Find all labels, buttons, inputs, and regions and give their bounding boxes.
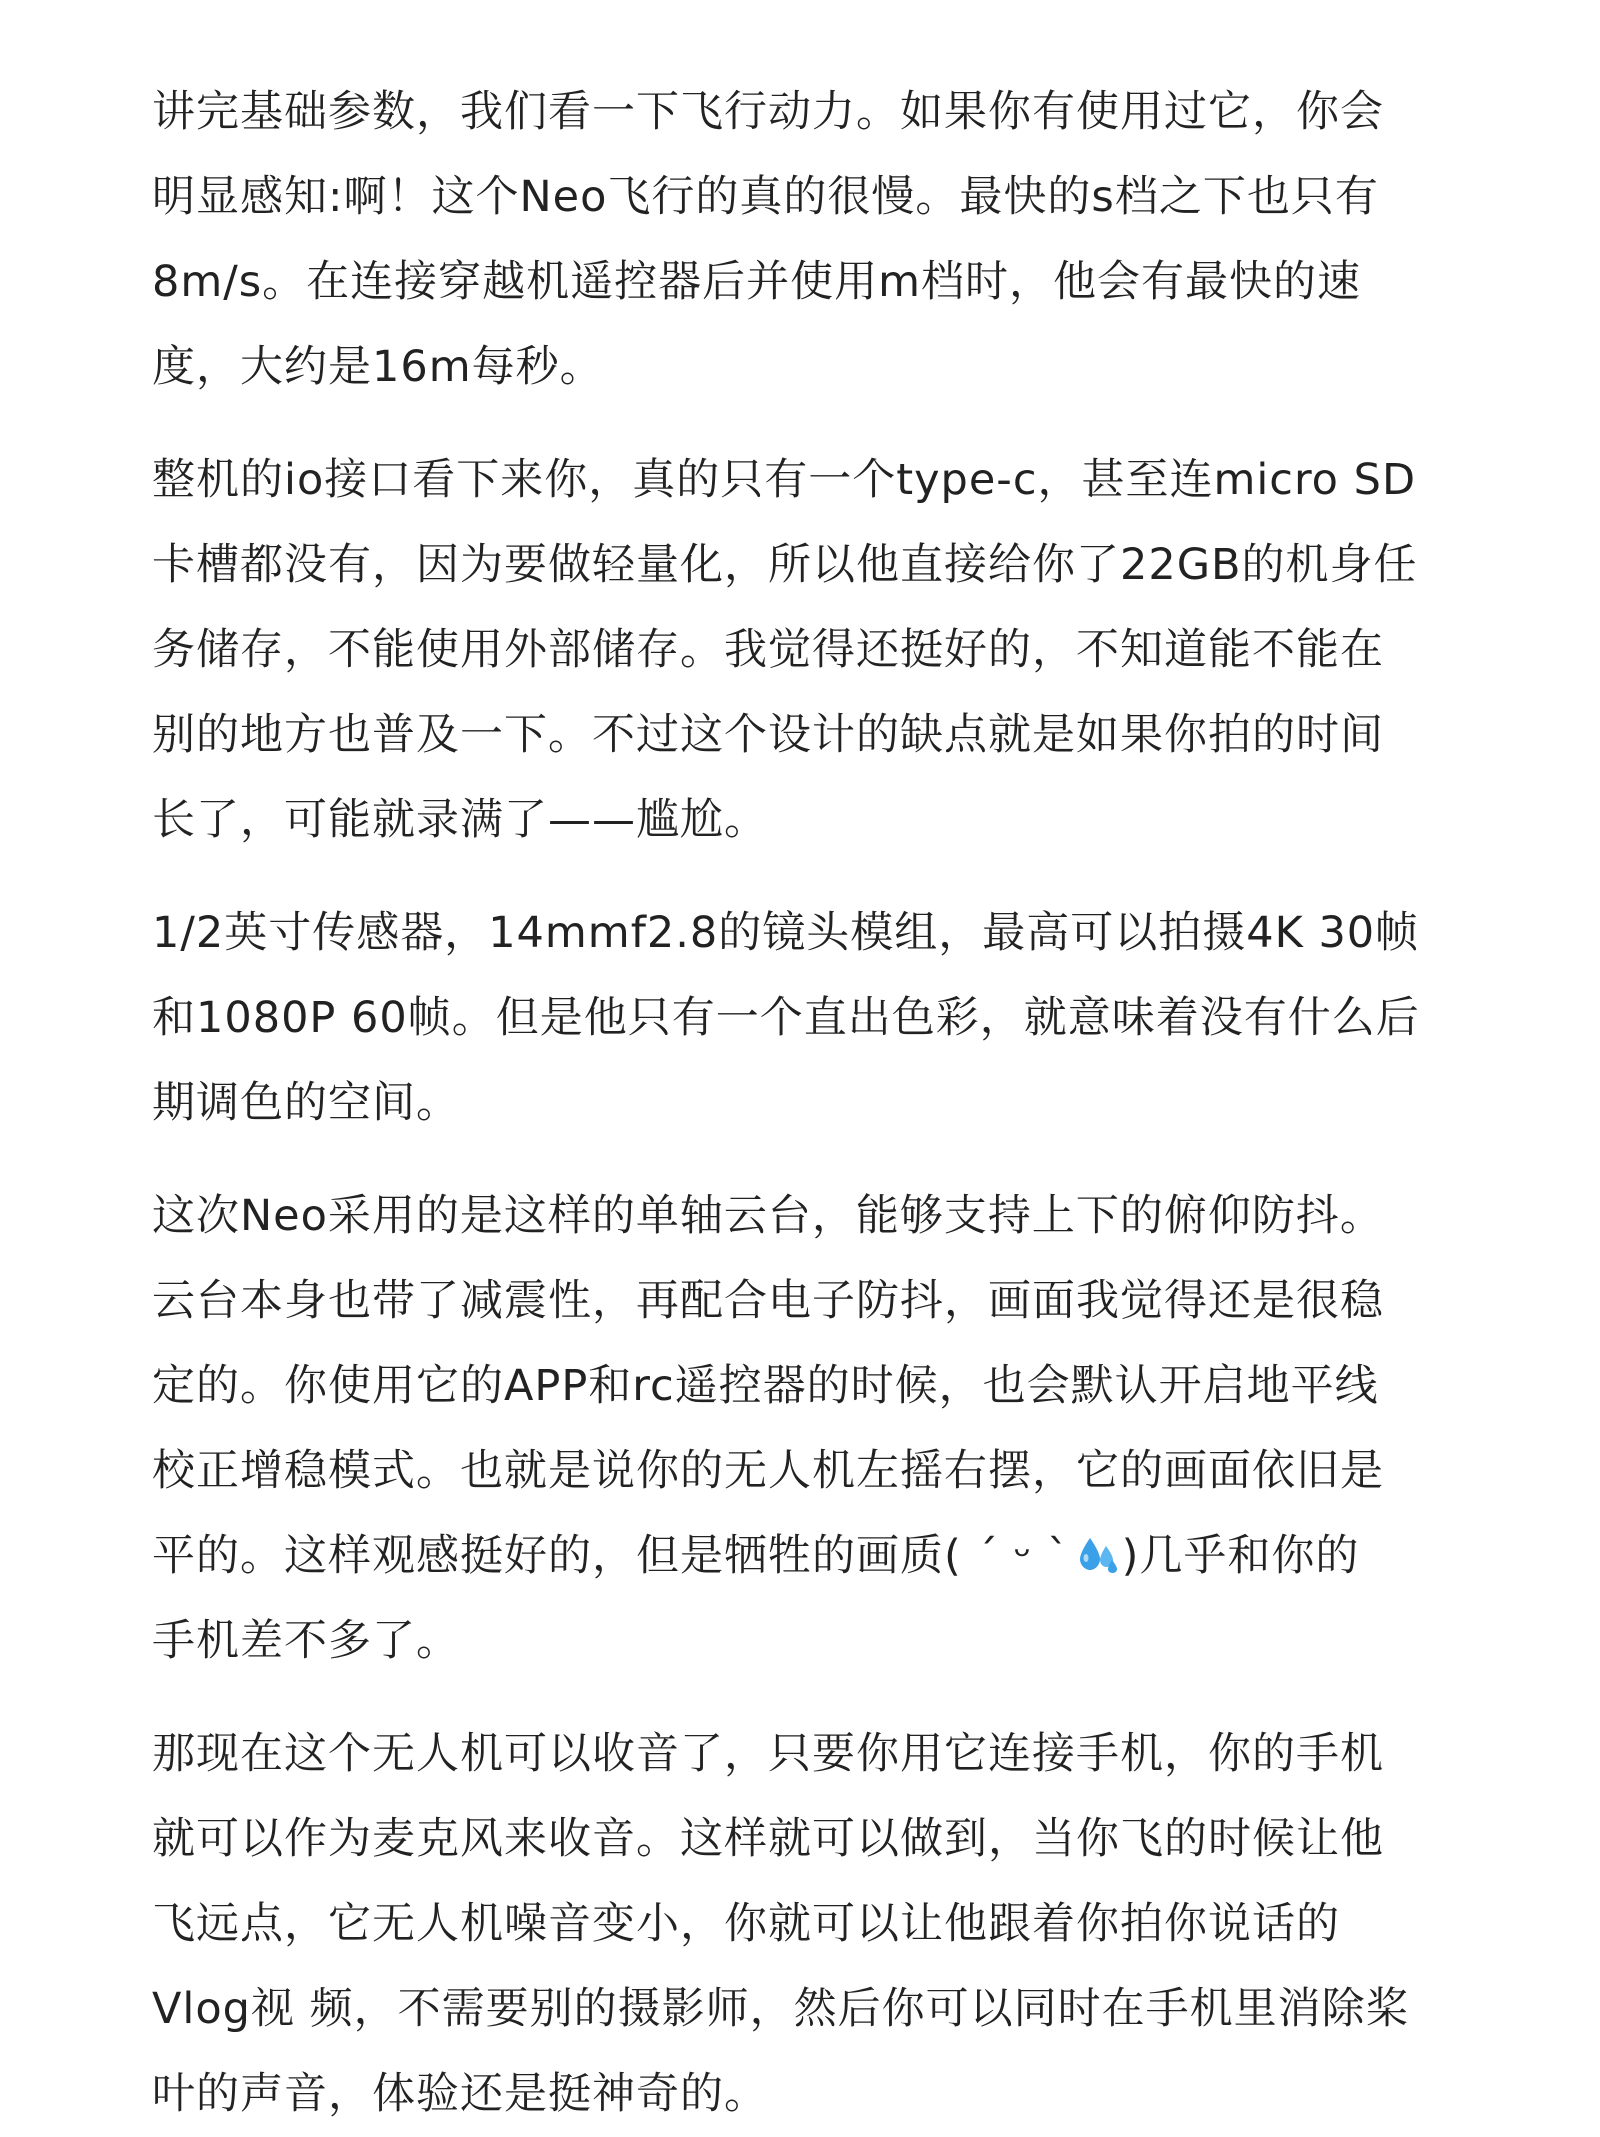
text-line: Vlog视 频，不需要别的摄影师，然后你可以同时在手机里消除桨: [152, 1984, 1410, 2034]
sweat-droplets-icon: [1076, 1520, 1120, 1564]
text-line: 别的地方也普及一下。不过这个设计的缺点就是如果你拍的时间: [152, 710, 1384, 760]
text-line: 度，大约是16m每秒。: [152, 342, 604, 392]
paragraph-io-storage: [152, 438, 1472, 863]
text-line: 8m/s。在连接穿越机遥控器后并使用m档时，他会有最快的速: [152, 257, 1362, 307]
text-line: 校正增稳模式。也就是说你的无人机左摇右摆，它的画面依旧是: [152, 1446, 1384, 1496]
article-body: [152, 70, 1472, 2137]
paragraph-audio: [152, 1712, 1472, 2137]
text-line: 飞远点，它无人机噪音变小，你就可以让他跟着你拍你说话的: [152, 1899, 1340, 1949]
paragraph-flight-power: [152, 70, 1472, 410]
paragraph-camera-sensor: [152, 891, 1472, 1146]
text-line: 云台本身也带了减震性，再配合电子防抖，画面我觉得还是很稳: [152, 1276, 1384, 1326]
paragraph-gimbal: [152, 1174, 1472, 1684]
text-line: 那现在这个无人机可以收音了，只要你用它连接手机，你的手机: [152, 1729, 1384, 1779]
text-line: 期调色的空间。: [152, 1078, 460, 1128]
text-line: 手机差不多了。: [152, 1616, 460, 1666]
text-line: 整机的io接口看下来你，真的只有一个type-c，甚至连micro SD: [152, 455, 1417, 505]
text-line: 就可以作为麦克风来收音。这样就可以做到，当你飞的时候让他: [152, 1814, 1384, 1864]
text-line-with-emoji: [152, 1514, 1472, 1599]
text-line: 讲完基础参数，我们看一下飞行动力。如果你有使用过它，你会: [152, 87, 1384, 137]
text-line: 长了，可能就录满了——尴尬。: [152, 795, 768, 845]
text-line: 1/2英寸传感器，14mmf2.8的镜头模组，最高可以拍摄4K 30帧: [152, 908, 1420, 958]
text-line: 定的。你使用它的APP和rc遥控器的时候，也会默认开启地平线: [152, 1361, 1379, 1411]
text-segment: 平的。这样观感挺好的，但是牺牲的画质( ´ ᵕ `: [152, 1531, 1070, 1581]
text-line: 卡槽都没有，因为要做轻量化，所以他直接给你了22GB的机身任: [152, 540, 1418, 590]
text-line: 和1080P 60帧。但是他只有一个直出色彩，就意味着没有什么后: [152, 993, 1420, 1043]
text-segment: )几乎和你的: [1121, 1531, 1360, 1581]
text-line: 明显感知:啊！这个Neo飞行的真的很慢。最快的s档之下也只有: [152, 172, 1379, 222]
text-line: 这次Neo采用的是这样的单轴云台，能够支持上下的俯仰防抖。: [152, 1191, 1384, 1241]
text-line: 叶的声音，体验还是挺神奇的。: [152, 2069, 768, 2119]
text-line: 务储存，不能使用外部储存。我觉得还挺好的，不知道能不能在: [152, 625, 1384, 675]
